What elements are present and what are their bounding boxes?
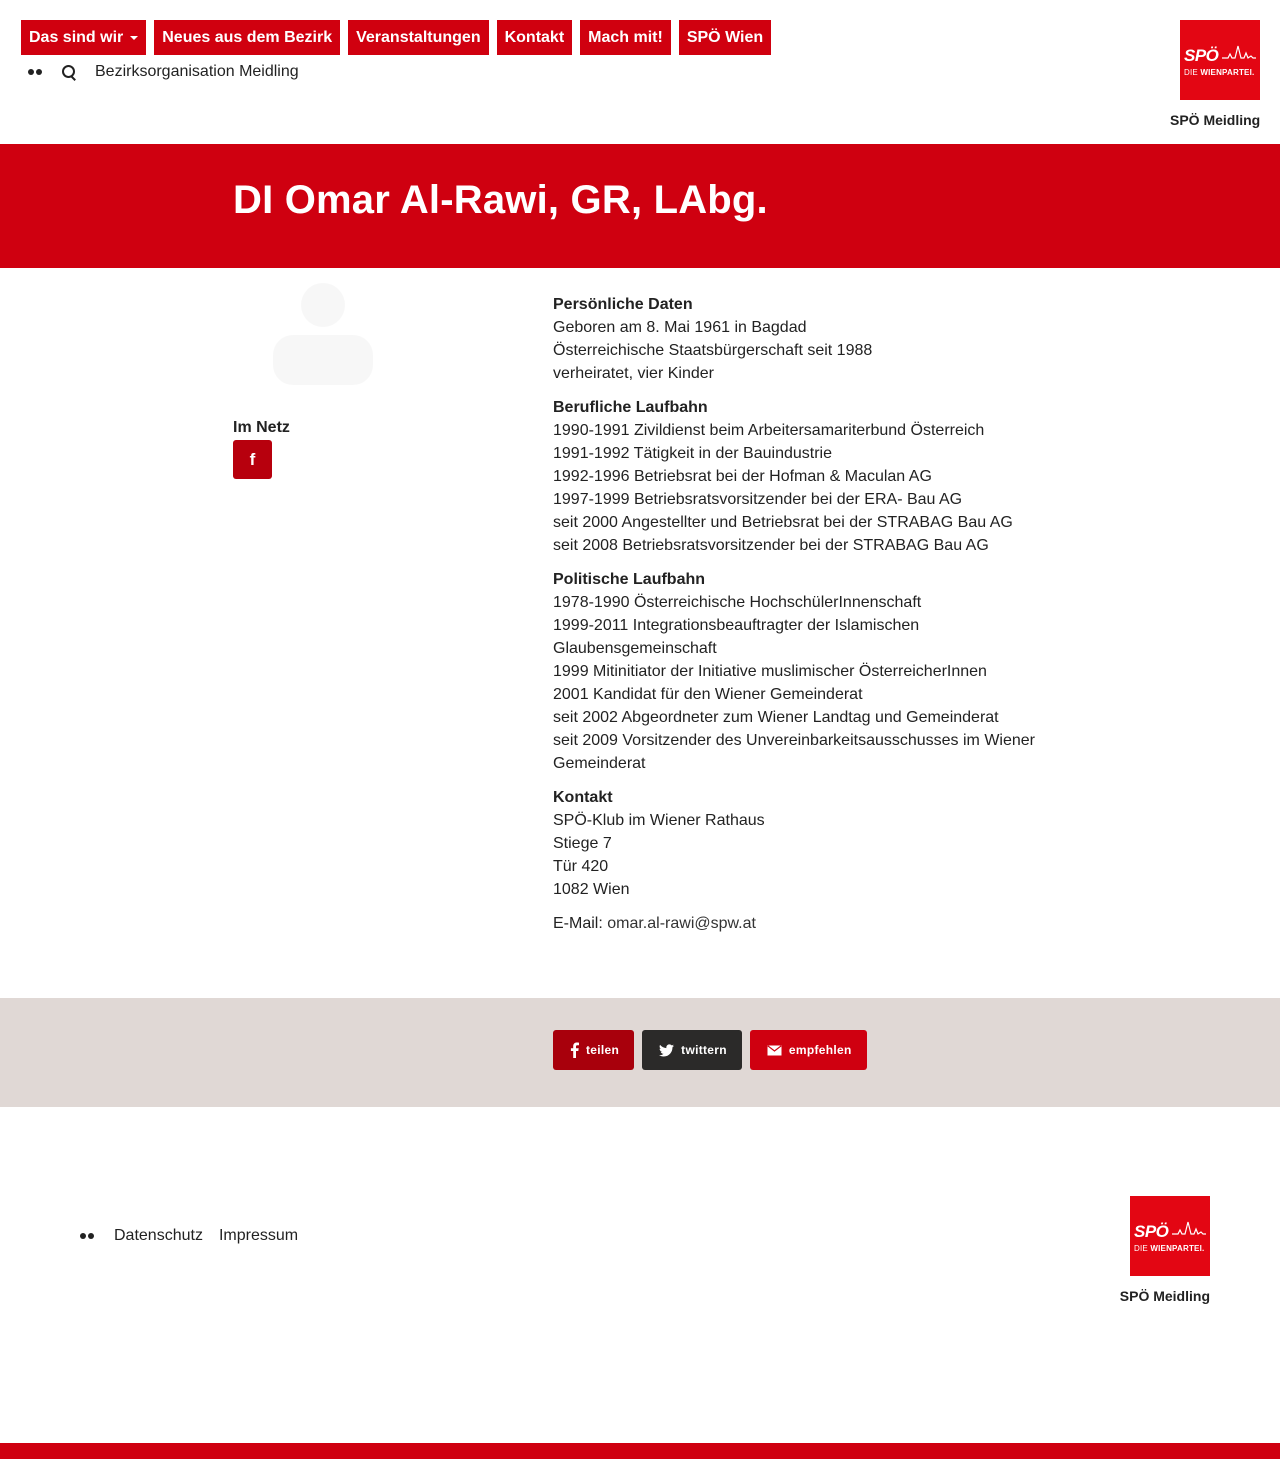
caret-down-icon bbox=[130, 36, 138, 40]
nav-veranstaltungen[interactable]: Veranstaltungen bbox=[348, 20, 488, 55]
skyline-icon bbox=[1222, 44, 1256, 64]
section-title: Kontakt bbox=[553, 789, 613, 806]
section-line: seit 2002 Abgeordneter zum Wiener Landtag und Gemeinderat bbox=[553, 709, 999, 726]
section-line: 1997-1999 Betriebsratsvorsitzender bei der ERA- Bau AG bbox=[553, 491, 963, 508]
footer-link-datenschutz[interactable]: Datenschutz bbox=[114, 1227, 203, 1244]
section-line: 1978-1990 Österreichische HochschülerInnenschaft bbox=[553, 594, 922, 611]
section-title: Politische Laufbahn bbox=[553, 571, 706, 588]
section-line: Tür 420 bbox=[553, 858, 609, 875]
twitter-icon bbox=[659, 1044, 674, 1057]
spoe-logo bbox=[1130, 1196, 1210, 1276]
search-icon[interactable] bbox=[62, 65, 76, 79]
share-facebook-button[interactable] bbox=[553, 1030, 634, 1070]
social-heading: Im Netz bbox=[233, 419, 290, 436]
share-mail-label: empfehlen bbox=[788, 1043, 852, 1057]
nav-das-sind-wir[interactable] bbox=[21, 20, 146, 55]
email-line bbox=[553, 912, 1053, 935]
page-title: DI Omar Al-Rawi, GR, LAbg. bbox=[233, 178, 768, 222]
logo-caption: SPÖ Meidling bbox=[1119, 1288, 1210, 1304]
mail-icon bbox=[767, 1045, 782, 1056]
logo-claim: DIE WIENPARTEI. bbox=[1184, 68, 1255, 77]
section-contact bbox=[553, 786, 1053, 901]
profile-content bbox=[553, 293, 1053, 935]
skyline-icon bbox=[1172, 1220, 1206, 1240]
section-line: Stiege 7 bbox=[553, 835, 612, 852]
logo-brand: SPÖ bbox=[1184, 46, 1219, 65]
share-twitter-label: twittern bbox=[681, 1043, 727, 1057]
more-menu-icon[interactable] bbox=[80, 1233, 94, 1239]
section-line: Geboren am 8. Mai 1961 in Bagdad bbox=[553, 319, 807, 336]
facebook-icon[interactable]: f bbox=[233, 440, 272, 479]
section-title: Persönliche Daten bbox=[553, 296, 693, 313]
share-buttons bbox=[553, 1030, 867, 1070]
section-line: seit 2008 Betriebsratsvorsitzender bei der STRABAG Bau AG bbox=[553, 537, 989, 554]
section-line: verheiratet, vier Kinder bbox=[553, 365, 714, 382]
sub-nav bbox=[28, 62, 299, 82]
share-band bbox=[0, 998, 1280, 1107]
section-title: Berufliche Laufbahn bbox=[553, 399, 708, 416]
section-career bbox=[553, 396, 1053, 557]
nav-label: Das sind wir bbox=[29, 29, 124, 46]
org-name: Bezirksorganisation Meidling bbox=[95, 63, 299, 80]
footer-link-impressum[interactable]: Impressum bbox=[218, 1227, 299, 1244]
section-line: 1990-1991 Zivildienst beim Arbeitersamariterbund Österreich bbox=[553, 422, 985, 439]
email-label: E-Mail: bbox=[553, 915, 608, 932]
nav-mach-mit[interactable]: Mach mit! bbox=[580, 20, 671, 55]
nav-kontakt[interactable]: Kontakt bbox=[497, 20, 573, 55]
site-header bbox=[0, 0, 1280, 144]
nav-spoe-wien[interactable]: SPÖ Wien bbox=[679, 20, 771, 55]
section-political bbox=[553, 568, 1053, 775]
logo-brand: SPÖ bbox=[1134, 1222, 1169, 1241]
share-twitter-button[interactable] bbox=[642, 1030, 742, 1070]
section-line: 1999 Mitinitiator der Initiative muslimischer ÖsterreicherInnen bbox=[553, 663, 987, 680]
facebook-icon bbox=[570, 1042, 579, 1058]
section-personal bbox=[553, 293, 1053, 385]
section-line: 2001 Kandidat für den Wiener Gemeinderat bbox=[553, 686, 863, 703]
section-line: 1082 Wien bbox=[553, 881, 630, 898]
section-line: seit 2009 Vorsitzender des Unvereinbarkeitsausschusses im Wiener Gemeinderat bbox=[553, 732, 1036, 772]
section-line: SPÖ-Klub im Wiener Rathaus bbox=[553, 812, 765, 829]
section-line: 1999-2011 Integrationsbeauftragter der Islamischen Glaubensgemeinschaft bbox=[553, 617, 920, 657]
email-link[interactable]: omar.al-rawi@spw.at bbox=[607, 915, 756, 932]
logo-claim: DIE WIENPARTEI. bbox=[1134, 1244, 1205, 1253]
footer-links bbox=[80, 1227, 314, 1245]
logo-caption: SPÖ Meidling bbox=[1170, 112, 1261, 128]
spoe-logo bbox=[1180, 20, 1260, 100]
section-line: Österreichische Staatsbürgerschaft seit 1988 bbox=[553, 342, 873, 359]
more-menu-icon[interactable] bbox=[28, 69, 42, 75]
nav-neues-aus-dem-bezirk[interactable]: Neues aus dem Bezirk bbox=[154, 20, 340, 55]
section-line: 1992-1996 Betriebsrat bei der Hofman & Maculan AG bbox=[553, 468, 932, 485]
portrait-image bbox=[233, 270, 413, 390]
footer-logo[interactable] bbox=[1110, 1196, 1210, 1304]
section-line: seit 2000 Angestellter und Betriebsrat bei der STRABAG Bau AG bbox=[553, 514, 1013, 531]
share-facebook-label: teilen bbox=[586, 1043, 620, 1057]
main-nav bbox=[21, 20, 771, 55]
header-logo[interactable] bbox=[1170, 20, 1260, 128]
share-mail-button[interactable] bbox=[750, 1030, 867, 1070]
title-banner bbox=[0, 144, 1280, 268]
bottom-bar bbox=[0, 1443, 1280, 1459]
section-line: 1991-1992 Tätigkeit in der Bauindustrie bbox=[553, 445, 832, 462]
